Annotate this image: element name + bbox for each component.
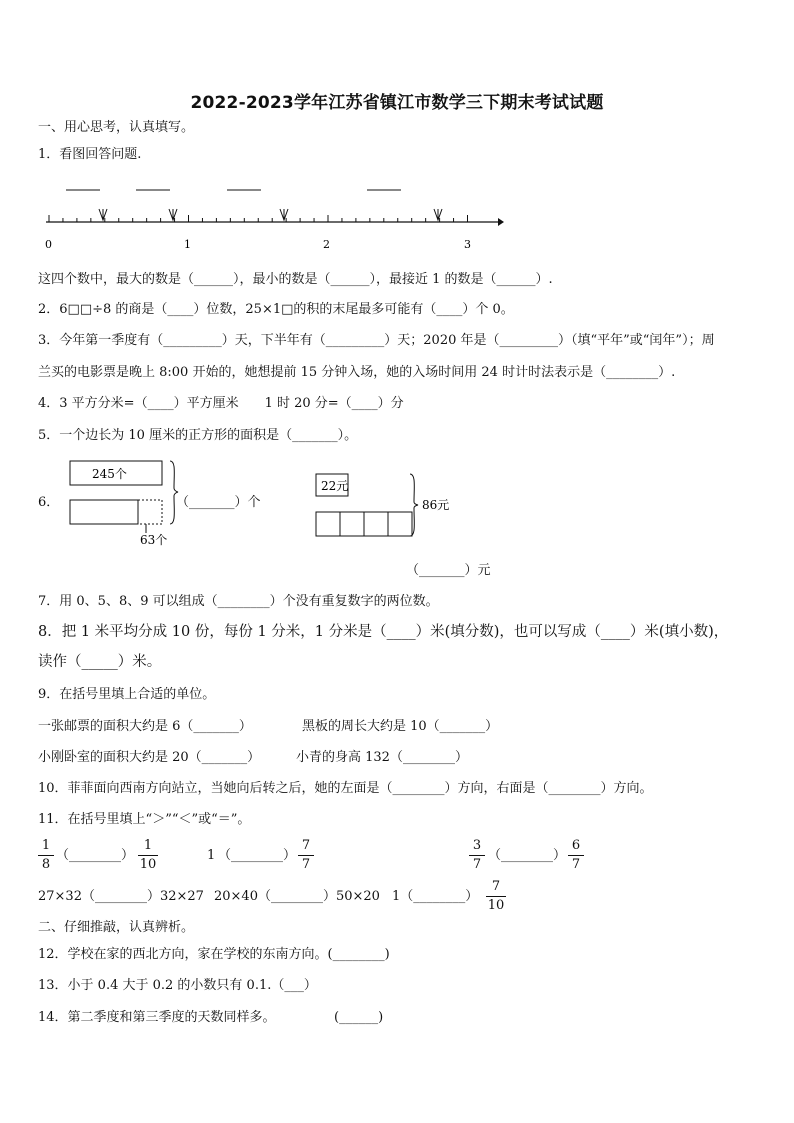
question-4: 4．3 平方分米=（____）平方厘米 1 时 20 分=（____）分 bbox=[38, 396, 404, 411]
fraction-3-7: 3 7 bbox=[467, 838, 487, 873]
question-14-blank: (______) bbox=[334, 1010, 384, 1025]
number-line-figure bbox=[36, 176, 516, 256]
brace-left bbox=[170, 461, 178, 524]
brace-right bbox=[410, 474, 418, 536]
question-3-line-2: 兰买的电影票是晚上 8:00 开始的，她想提前 15 分钟入场，她的入场时间用 24 时计时法表示是（________）. bbox=[38, 365, 676, 380]
tick-label-3: 3 bbox=[464, 238, 471, 251]
page-title: 2022-2023学年江苏省镇江市数学三下期末考试试题 bbox=[190, 93, 604, 113]
question-9-c: 小刚卧室的面积大约是 20（_______） bbox=[38, 750, 261, 765]
question-3-line-1: 3．今年第一季度有（_________）天，下半年有（_________）天；2020 年是（_________）（填“平年”或“闰年”）；周 bbox=[38, 333, 715, 348]
question-1-text: 这四个数中，最大的数是（______），最小的数是（______），最接近 1 的数是（______）. bbox=[38, 272, 553, 287]
question-8-line-2: 读作（_____）米。 bbox=[38, 654, 162, 670]
section-one-heading: 一、用心思考，认真填写。 bbox=[38, 120, 195, 135]
marker-c bbox=[280, 209, 288, 220]
question-9-d: 小青的身高 132（________） bbox=[296, 750, 468, 765]
bar-dashed-part bbox=[138, 500, 162, 524]
question-9-label: 9．在括号里填上合适的单位。 bbox=[38, 687, 216, 702]
question-9-b: 黑板的周长大约是 10（_______） bbox=[302, 719, 499, 734]
fraction-1-10: 1 10 bbox=[139, 838, 157, 872]
question-13: 13．小于 0.4 大于 0.2 的小数只有 0.1.（___） bbox=[38, 978, 317, 993]
question-10: 10．菲菲面向西南方向站立，当她向后转之后，她的左面是（________）方向，右面是（________）方向。 bbox=[38, 781, 653, 796]
fraction-1-8: 1 8 bbox=[36, 838, 56, 873]
bar-lower bbox=[70, 500, 138, 524]
question-12: 12．学校在家的西北方向，家在学校的东南方向。(________) bbox=[38, 947, 390, 962]
fraction-7-10: 7 10 bbox=[487, 879, 505, 913]
question-6-blank-2: （_______）元 bbox=[406, 563, 491, 578]
question-1-label: 1．看图回答问题. bbox=[38, 147, 142, 162]
question-2: 2．6□□÷8 的商是（____）位数，25×1□的积的末尾最多可能有（____）个 0。 bbox=[38, 302, 514, 317]
compare-whole-1: 1 bbox=[207, 848, 216, 863]
question-6-blank-1: （_______）个 bbox=[176, 495, 261, 510]
question-7: 7．用 0、5、8、9 可以组成（________）个没有重复数字的两位数。 bbox=[38, 594, 439, 609]
tick-label-1: 1 bbox=[184, 238, 191, 251]
section-two-heading: 二、仔细推敲，认真辨析。 bbox=[38, 920, 195, 935]
label-245: 245个 bbox=[92, 467, 127, 481]
compare-expression-3: 1（________） bbox=[392, 889, 479, 904]
question-5: 5．一个边长为 10 厘米的正方形的面积是（_______）。 bbox=[38, 428, 358, 443]
tick-label-0: 0 bbox=[45, 238, 52, 251]
question-11-label: 11．在括号里填上“＞”“＜”或“＝”。 bbox=[38, 812, 251, 827]
box-1 bbox=[316, 512, 340, 536]
axis-ticks bbox=[49, 215, 468, 222]
label-22: 22元 bbox=[321, 479, 349, 493]
compare-blank-2: （________） bbox=[218, 848, 297, 863]
marker-a bbox=[99, 209, 107, 220]
question-14-text: 14．第二季度和第三季度的天数同样多。 bbox=[38, 1010, 276, 1025]
box-3 bbox=[364, 512, 388, 536]
question-8-line-1: 8．把 1 米平均分成 10 份，每份 1 分米，1 分米是（____）米(填分数)，也可以写成（____）米(填小数)， bbox=[38, 624, 729, 640]
compare-expression-2: 20×40（________）50×20 bbox=[214, 889, 380, 904]
fraction-7-7: 7 7 bbox=[296, 838, 316, 873]
point-markers bbox=[99, 209, 442, 220]
axis-arrow bbox=[498, 218, 504, 226]
bar-diagram-right bbox=[312, 470, 452, 542]
label-86: 86元 bbox=[422, 498, 450, 512]
question-9-a: 一张邮票的面积大约是 6（_______） bbox=[38, 719, 252, 734]
tick-label-2: 2 bbox=[323, 238, 330, 251]
box-4 bbox=[388, 512, 412, 536]
question-6-number: 6． bbox=[38, 495, 60, 510]
compare-blank-3: （________） bbox=[488, 848, 567, 863]
fraction-6-7: 6 7 bbox=[566, 838, 586, 873]
bar-diagram-left bbox=[66, 458, 186, 550]
marker-d bbox=[434, 209, 442, 220]
box-2 bbox=[340, 512, 364, 536]
compare-blank-1: （________） bbox=[56, 848, 135, 863]
label-63: 63个 bbox=[140, 533, 168, 547]
compare-expression-1: 27×32（________）32×27 bbox=[38, 889, 204, 904]
marker-b bbox=[169, 209, 177, 220]
